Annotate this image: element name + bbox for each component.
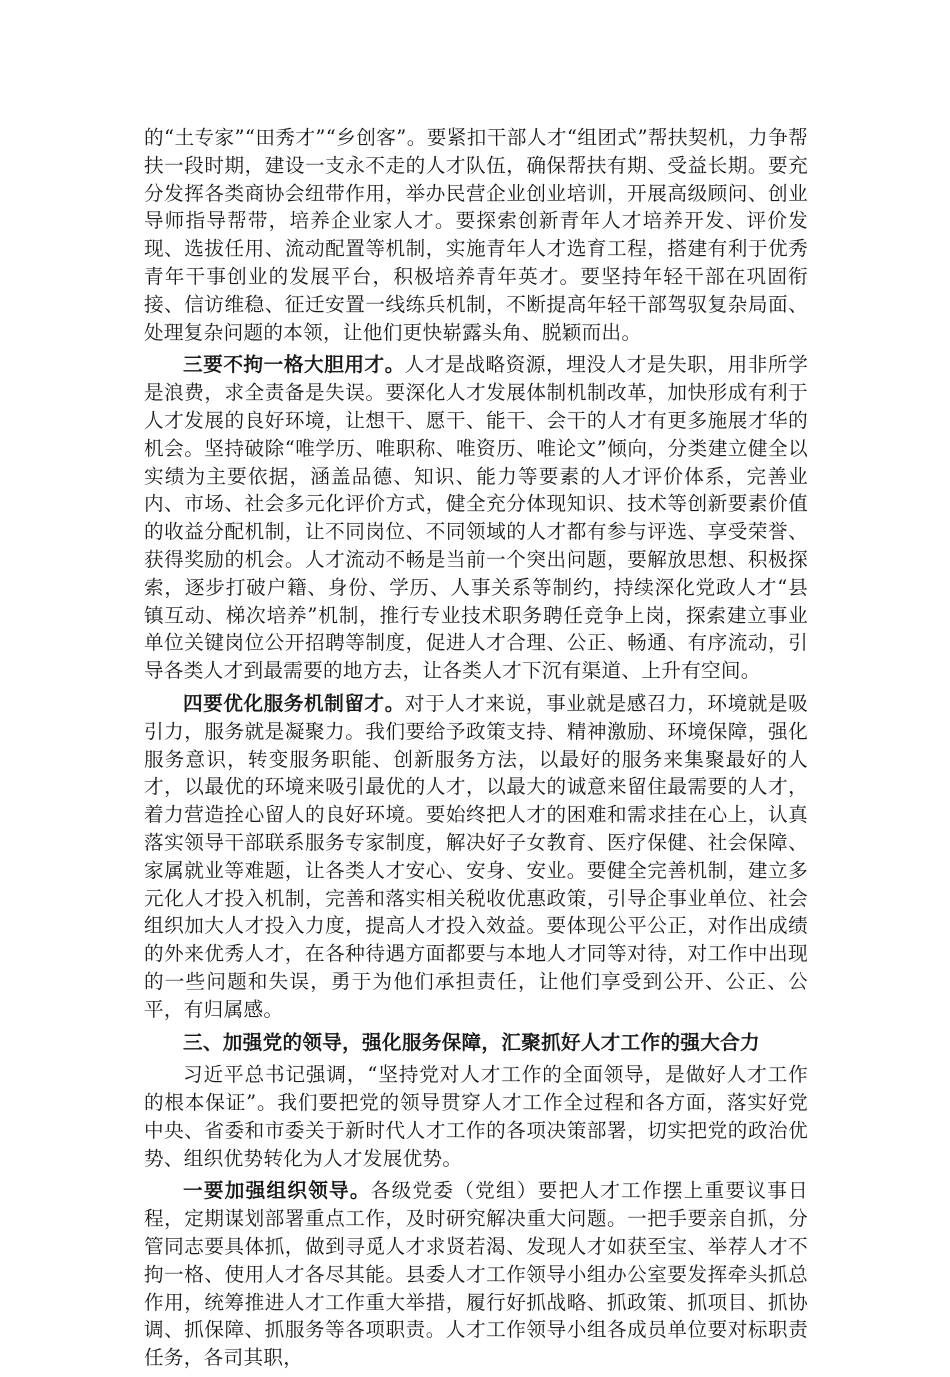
paragraph-continuation: [144, 124, 808, 346]
paragraph-party-leadership: [144, 1061, 808, 1172]
paragraph-organization-leadership: [144, 1177, 808, 1372]
paragraph-retain-talent: [144, 690, 808, 1024]
paragraph-text: 习近平总书记强调，“坚持党对人才工作的全面领导，是做好人才工作的根本保证”。我们要把党的领导贯穿人才工作全过程和各方面，落实好党中央、省委和市委关于新时代人才工作的各项决策部署，切实把党的政治优势、组织优势转化为人才发展优势。: [144, 1063, 808, 1170]
section-heading: 三、加强党的领导，强化服务保障，汇聚抓好人才工作的强大合力: [183, 1030, 760, 1054]
paragraph-text: 人才是战略资源，埋没人才是失职，用非所学是浪费，求全责备是失误。要深化人才发展体制机制改革，加快形成有利于人才发展的良好环境，让想干、愿干、能干、会干的人才有更多施展才华的机会。坚持破除“唯学历、唯职称、唯资历、唯论文”倾向，分类建立健全以实绩为主要依据，涵盖品德、知识、能力等要素的人才评价体系，完善业内、市场、社会多元化评价方式，健全充分体现知识、技术等创新要素价值的收益分配机制，让不同岗位、不同领域的人才都有参与评选、享受荣誉、获得奖励的机会。人才流动不畅是当前一个突出问题，要解放思想、积极探索，逐步打破户籍、身份、学历、人事关系等制约，持续深化党政人才“县镇互动、梯次培养”机制，推行专业技术职务聘任竞争上岗，探索建立事业单位关键岗位公开招聘等制度，促进人才合理、公正、畅通、有序流动，引导各类人才到最需要的地方去，让各类人才下沉有渠道、上升有空间。: [144, 353, 808, 683]
paragraph-lead: 三要不拘一格大胆用才。: [183, 353, 405, 377]
paragraph-text: 各级党委（党组）要把人才工作摆上重要议事日程，定期谋划部署重点工作，及时研究解决重大问题。一把手要亲自抓，分管同志要具体抓，做到寻觅人才求贤若渴、发现人才如获至宝、举荐人才不拘一格、使用人才各尽其能。县委人才工作领导小组办公室要发挥牵头抓总作用，统筹推进人才工作重大举措，履行好抓战略、抓政策、抓项目、抓协调、抓保障、抓服务等各项职责。人才工作领导小组各成员单位要对标职责任务，各司其职，: [144, 1179, 808, 1370]
paragraph-text: 的“土专家”“田秀才”“乡创客”。要紧扣干部人才“组团式”帮扶契机，力争帮扶一段时期，建设一支永不走的人才队伍，确保帮扶有期、受益长期。要充分发挥各类商协会纽带作用，举办民营企业创业培训，开展高级顾问、创业导师指导帮带，培养企业家人才。要探索创新青年人才培养开发、评价发现、选拔任用、流动配置等机制，实施青年人才选育工程，搭建有利于优秀青年干事创业的发展平台，积极培养青年英才。要坚持年轻干部在巩固衔接、信访维稳、征迁安置一线练兵机制，不断提高年轻干部驾驭复杂局面、处理复杂问题的本领，让他们更快崭露头角、脱颖而出。: [144, 126, 808, 344]
paragraph-use-talent: [144, 351, 808, 685]
document-page: [144, 124, 808, 1377]
paragraph-lead: 四要优化服务机制留才。: [183, 691, 405, 715]
paragraph-lead: 一要加强组织领导。: [183, 1179, 371, 1203]
paragraph-text: 对于人才来说，事业就是感召力，环境就是吸引力，服务就是凝聚力。我们要给予政策支持、精神激励、环境保障，强化服务意识，转变服务职能、创新服务方法，以最好的服务来集聚最好的人才，以最优的环境来吸引最优的人才，以最大的诚意来留住最需要的人才，着力营造拴心留人的良好环境。要始终把人才的困难和需求挂在心上，认真落实领导干部联系服务专家制度，解决好子女教育、医疗保健、社会保障、家属就业等难题，让各类人才安心、安身、安业。要健全完善机制，建立多元化人才投入机制，完善和落实相关税收优惠政策，引导企事业单位、社会组织加大人才投入力度，提高人才投入效益。要体现公平公正，对作出成绩的外来优秀人才，在各种待遇方面都要与本地人才同等对待，对工作中出现的一些问题和失误，勇于为他们承担责任，让他们享受到公开、公正、公平，有归属感。: [144, 691, 808, 1021]
